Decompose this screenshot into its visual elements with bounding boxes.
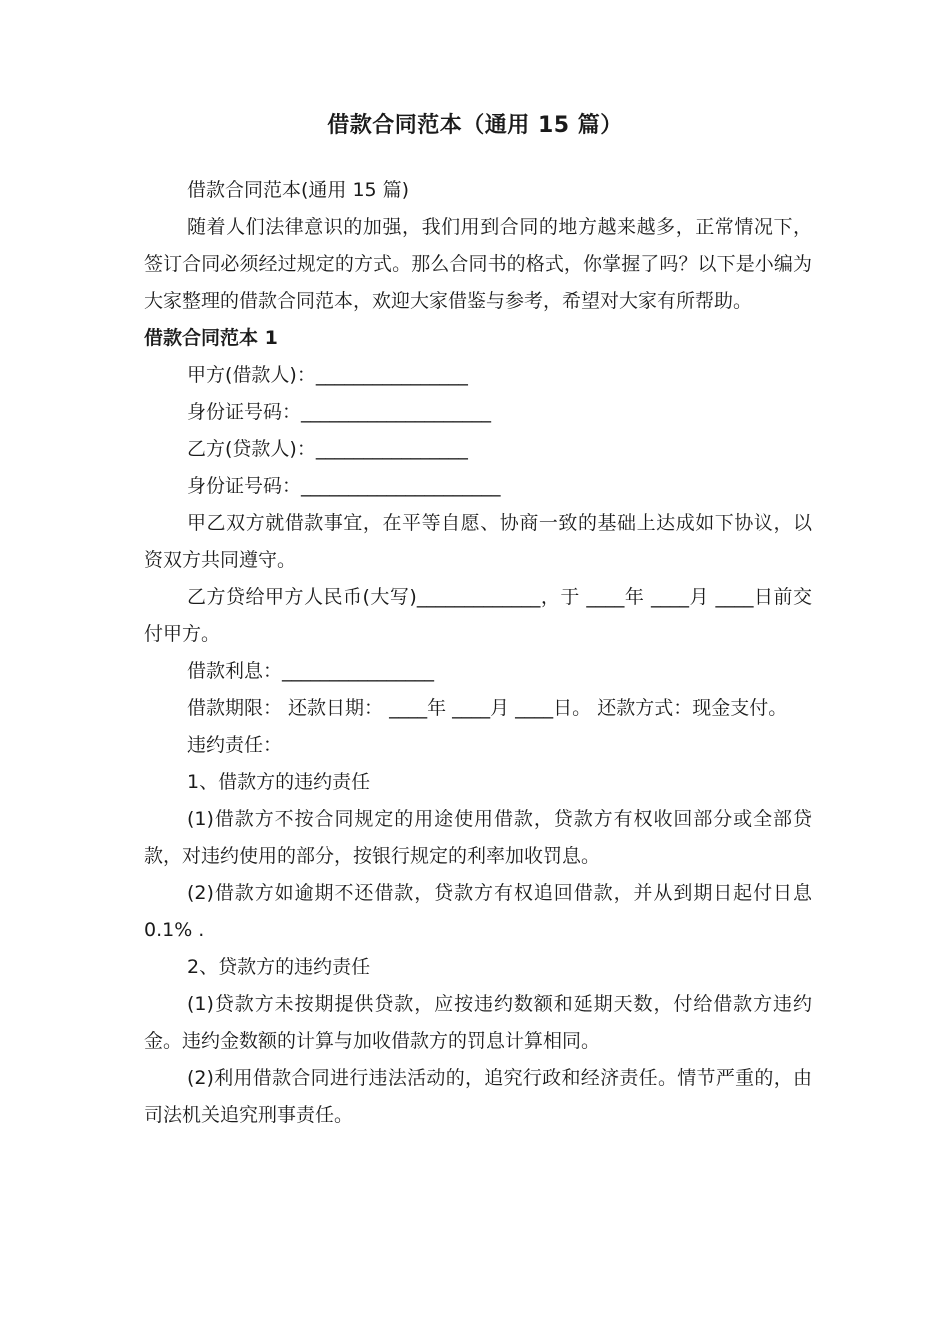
party-a-line: 甲方(借款人)：________________: [187, 364, 468, 386]
lender-breach-clause-2: (2)利用借款合同进行违法活动的，追究行政和经济责任。情节严重的，由司法机关追究刑事责任。: [144, 1067, 812, 1126]
breach-heading: 违约责任：: [187, 734, 283, 756]
party-b-id-line: 身份证号码：_____________________: [187, 475, 501, 497]
borrower-breach-clause-1: (1)借款方不按合同规定的用途使用借款，贷款方有权收回部分或全部贷款，对违约使用的部分，按银行规定的利率加收罚息。: [144, 808, 812, 867]
intro-paragraph: 随着人们法律意识的加强，我们用到合同的地方越来越多，正常情况下，签订合同必须经过规定的方式。那么合同书的格式，你掌握了吗？以下是小编为大家整理的借款合同范本，欢迎大家借鉴与参考，希望对大家有所帮助。: [144, 216, 812, 312]
section-heading: 借款合同范本 1: [144, 327, 278, 349]
term-paragraph: 借款期限： 还款日期： ____年 ____月 ____日。 还款方式：现金支付。: [187, 697, 788, 719]
lender-breach-heading: 2、贷款方的违约责任: [187, 956, 371, 978]
loan-amount-paragraph: 乙方贷给甲方人民币(大写)_____________，于 ____年 ____月 ____日前交付甲方。: [144, 586, 812, 645]
lender-breach-clause-1: (1)贷款方未按期提供贷款，应按违约数额和延期天数，付给借款方违约金。违约金数额的计算与加收借款方的罚息计算相同。: [144, 993, 812, 1052]
interest-line: 借款利息：________________: [187, 660, 435, 682]
document-title: 借款合同范本（通用 15 篇）: [327, 113, 623, 138]
borrower-breach-heading: 1、借款方的违约责任: [187, 771, 371, 793]
agreement-paragraph: 甲乙双方就借款事宜，在平等自愿、协商一致的基础上达成如下协议，以资双方共同遵守。: [144, 512, 812, 571]
party-b-line: 乙方(贷款人)：________________: [187, 438, 468, 460]
subtitle-paragraph: 借款合同范本(通用 15 篇): [187, 179, 410, 201]
party-a-id-line: 身份证号码：____________________: [187, 401, 492, 423]
borrower-breach-clause-2: (2)借款方如逾期不还借款，贷款方有权追回借款，并从到期日起付日息 0.1% .: [144, 882, 812, 941]
document-body: [144, 172, 812, 1134]
